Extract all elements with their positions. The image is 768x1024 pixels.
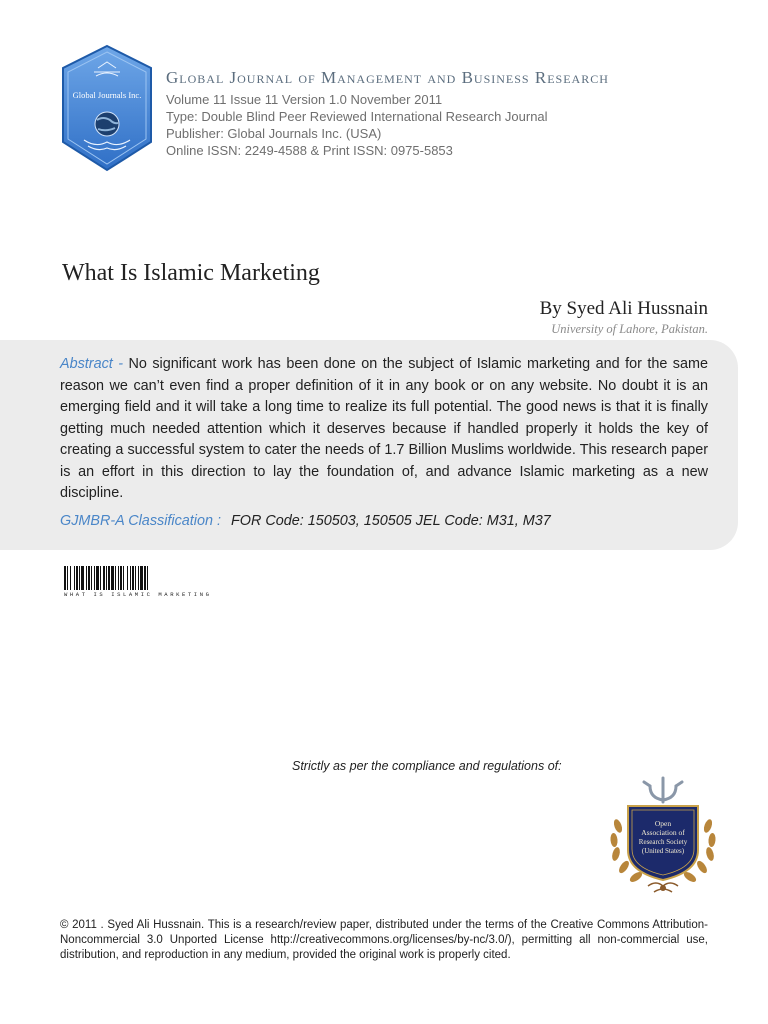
abstract-label: Abstract -: [60, 356, 124, 372]
license-footer: © 2011 . Syed Ali Hussnain. This is a research/review paper, distributed under the terms of the Creative Commons Attribution-Noncommercial 3.0 Unported License http://creativecommons.org/licenses/by-nc/3.0/), permitting all non-commercial use, distribution, and reproduction in any medium, provided the original work is properly cited.: [60, 919, 708, 961]
journal-logo: [58, 44, 156, 172]
author-name: By Syed Ali Hussnain: [539, 298, 708, 319]
seal-line-4: (United States): [641, 847, 685, 855]
barcode-bars: [64, 566, 180, 590]
abstract-body: No significant work has been done on the subject of Islamic marketing and for the same reason we can’t even find a proper definition of it in any book or on any website. No doubt it is an emerging field and it will take a long time to realize its full potential. The good news is that it is finally getting much needed attention which it deserves because if handled properly it holds the key of creating a successful system to cater the needs of 1.7 Billion Muslims worldwide. This research paper is an effort in this direction to lay the foundation of, and advance Islamic marketing as a new discipline.: [60, 356, 708, 501]
oars-seal: [604, 776, 722, 896]
journal-title: Global Journal of Management and Business Research: [166, 68, 609, 87]
publisher-line: Publisher: Global Journals Inc. (USA): [166, 126, 382, 141]
classification-codes: FOR Code: 150503, 150505 JEL Code: M31, M37: [231, 513, 551, 529]
author-affiliation: University of Lahore, Pakistan.: [551, 322, 708, 336]
barcode: [64, 566, 212, 600]
issn-line: Online ISSN: 2249-4588 & Print ISSN: 0975-5853: [166, 143, 453, 158]
seal-line-1: Open: [654, 819, 672, 828]
seal-line-3: Research Society: [638, 838, 688, 846]
type-line: Type: Double Blind Peer Reviewed International Research Journal: [166, 109, 548, 124]
journal-header: [166, 68, 746, 159]
volume-line: Volume 11 Issue 11 Version 1.0 November 2011: [166, 92, 443, 107]
abstract-text: [60, 354, 708, 505]
classification-label: GJMBR-A Classification :: [60, 513, 221, 529]
classification: [60, 513, 551, 529]
paper-title: What Is Islamic Marketing: [62, 260, 320, 286]
barcode-text: WHAT IS ISLAMIC MARKETING: [64, 591, 212, 598]
seal-line-2: Association of: [641, 828, 685, 837]
logo-text: Global Journals Inc.: [72, 90, 142, 100]
compliance-text: Strictly as per the compliance and regulations of:: [292, 759, 562, 773]
